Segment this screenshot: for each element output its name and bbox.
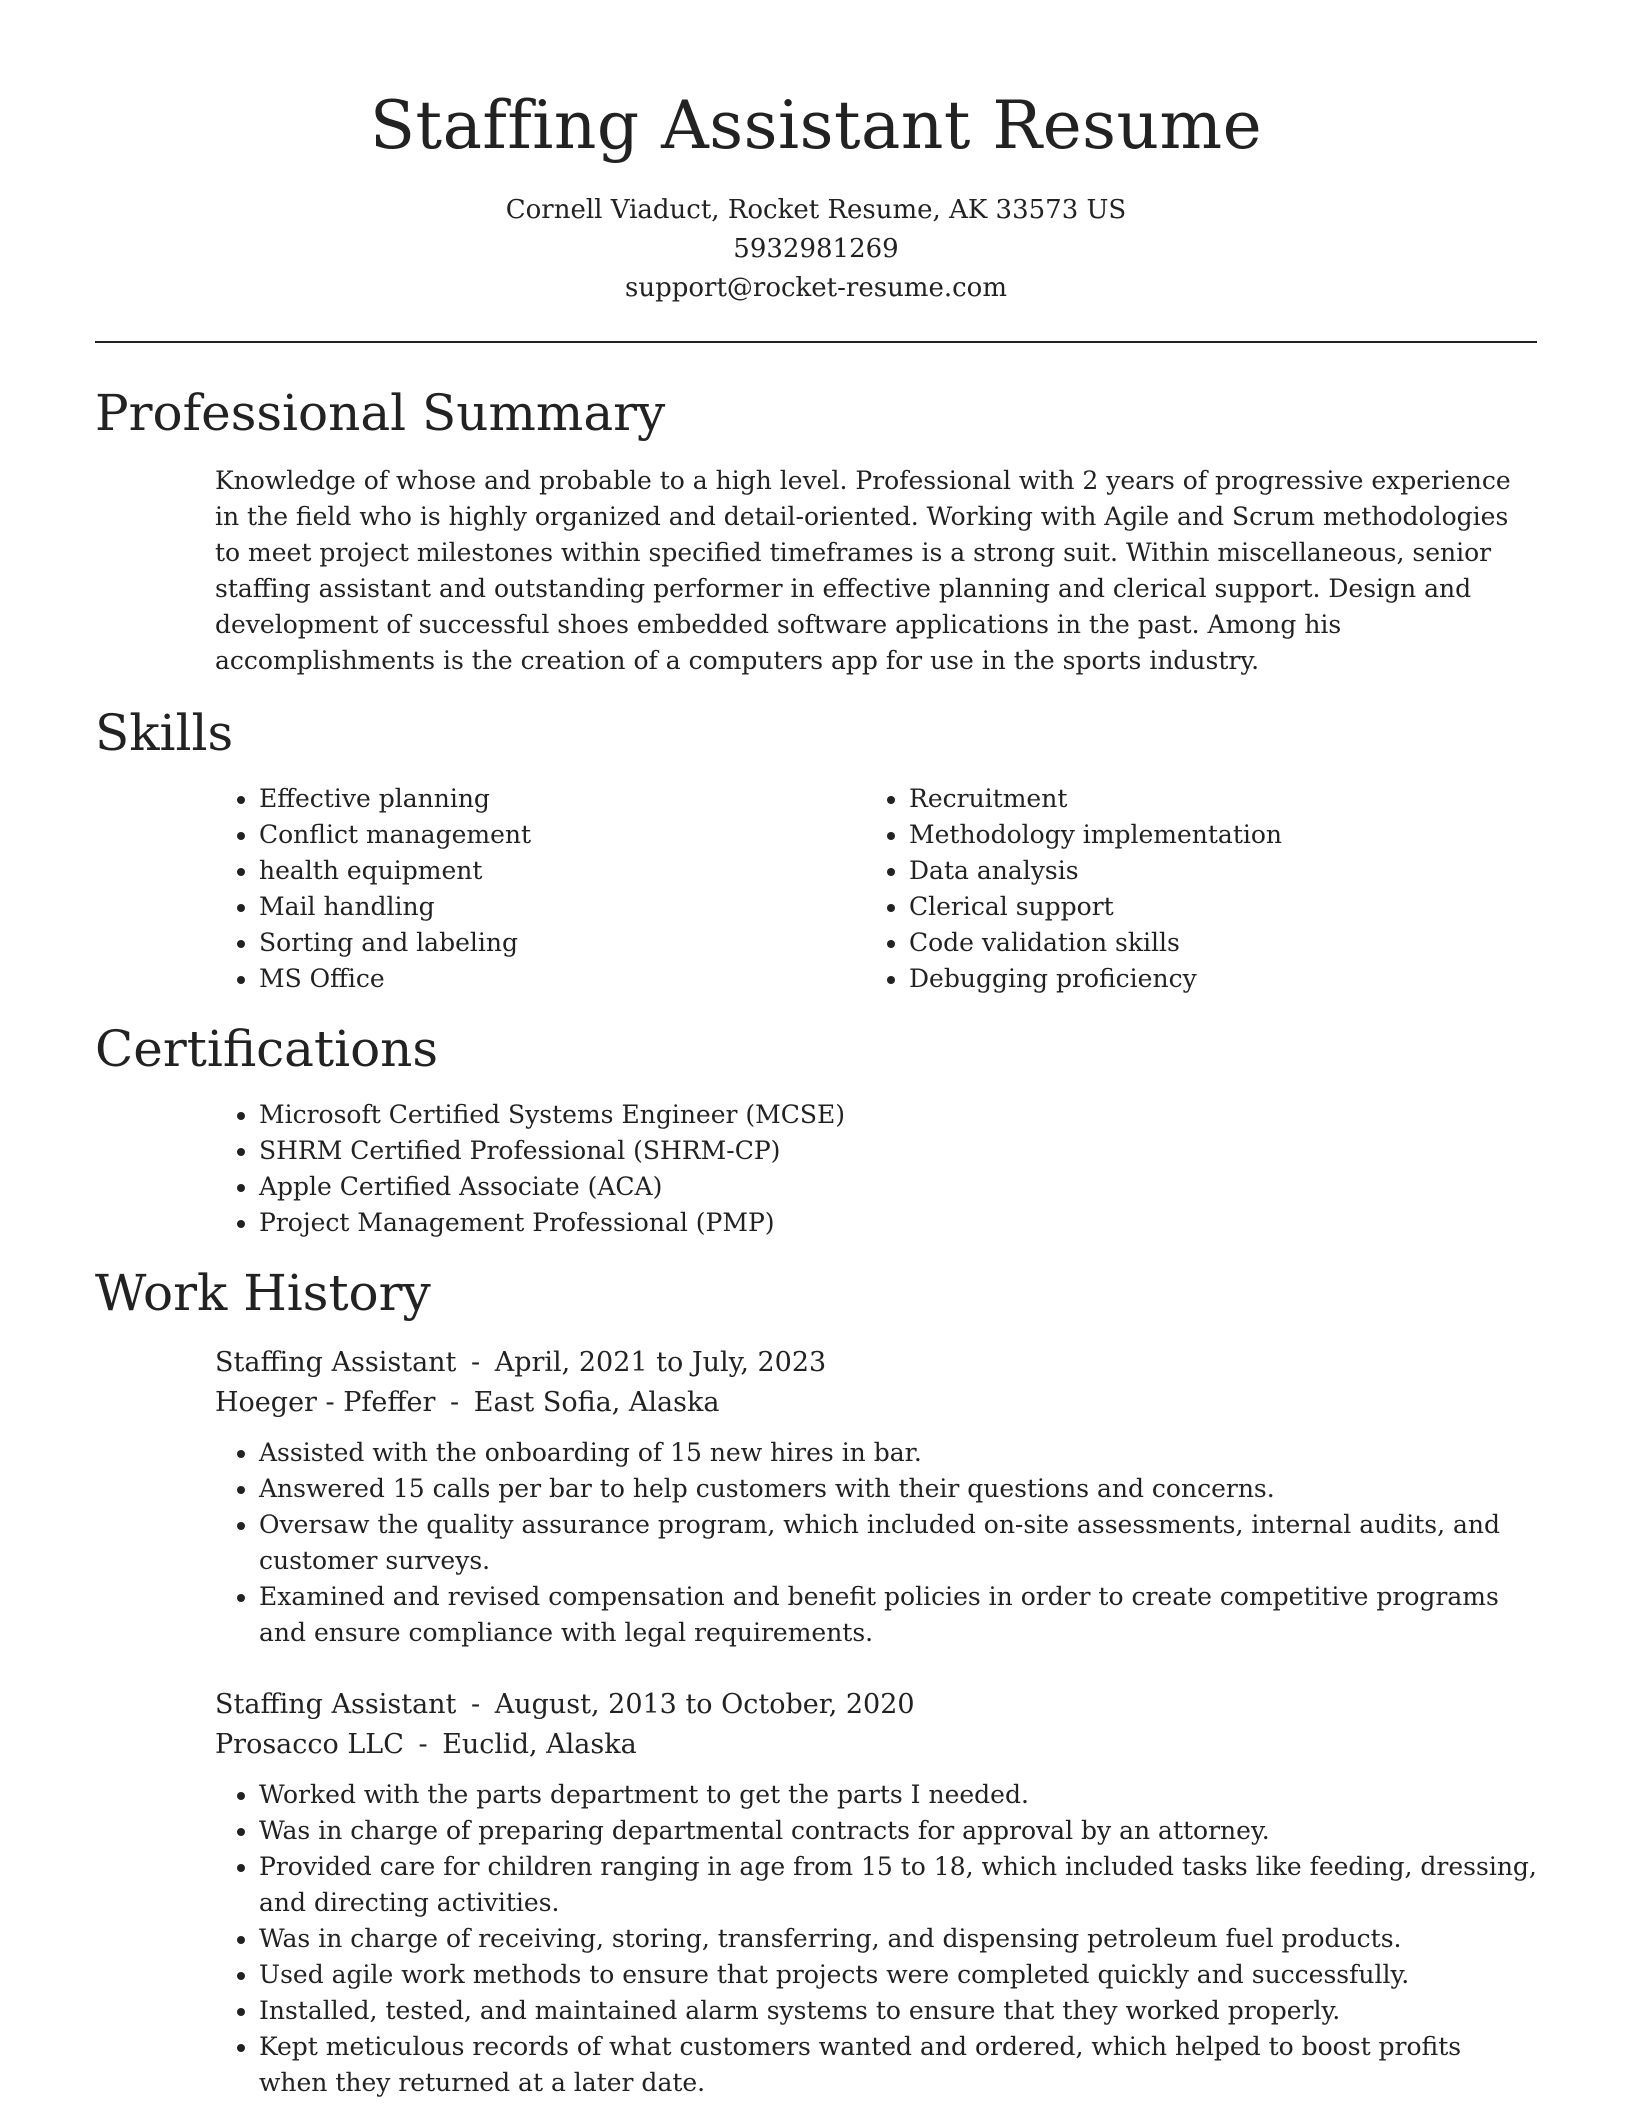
job-duty: • Used agile work methods to ensure that projects were completed quickly and successfully. xyxy=(259,1957,1537,1993)
skills-list-right xyxy=(865,781,1515,997)
skill-item: • health equipment xyxy=(259,853,865,889)
summary-heading: Professional Summary xyxy=(95,384,666,443)
skill-item: • Methodology implementation xyxy=(909,817,1515,853)
skill-item: • Clerical support xyxy=(909,889,1515,925)
job-duties-list xyxy=(215,1435,1537,1651)
skill-item: • Mail handling xyxy=(259,889,865,925)
job-duty: • Oversaw the quality assurance program, which included on-site assessments, internal audits, and customer surveys. xyxy=(259,1507,1537,1579)
job-duty: • Examined and revised compensation and benefit policies in order to create competitive programs and ensure compliance with legal requirements. xyxy=(259,1579,1537,1651)
certifications-list xyxy=(215,1097,1537,1241)
certification-item: • Microsoft Certified Systems Engineer (MCSE) xyxy=(259,1097,1537,1133)
job-duties xyxy=(215,1777,1537,2101)
certifications-block xyxy=(215,1097,1537,1241)
contact-address: Cornell Viaduct, Rocket Resume, AK 33573 US xyxy=(505,195,1127,226)
skill-item: • Effective planning xyxy=(259,781,865,817)
skill-item: • MS Office xyxy=(259,961,865,997)
job-duty: • Kept meticulous records of what customers wanted and ordered, which helped to boost profits when they returned at a later date. xyxy=(259,2029,1537,2101)
job-duty: • Answered 15 calls per bar to help customers with their questions and concerns. xyxy=(259,1471,1537,1507)
separator: - xyxy=(471,1347,481,1379)
skill-item: • Recruitment xyxy=(909,781,1515,817)
certification-item: • Project Management Professional (PMP) xyxy=(259,1205,1537,1241)
resume-title: Staffing Assistant Resume xyxy=(369,87,1263,164)
skills-heading: Skills xyxy=(95,704,234,763)
header-divider xyxy=(95,341,1537,343)
skills-grid xyxy=(215,781,1537,997)
contact-email: support@rocket-resume.com xyxy=(624,273,1007,304)
skill-item: • Conflict management xyxy=(259,817,865,853)
skill-item: • Code validation skills xyxy=(909,925,1515,961)
job-duty: • Was in charge of receiving, storing, transferring, and dispensing petroleum fuel products. xyxy=(259,1921,1537,1957)
skills-list-left xyxy=(215,781,865,997)
job-dates: August, 2013 to October, 2020 xyxy=(494,1689,915,1721)
resume-header xyxy=(95,0,1537,308)
separator: - xyxy=(450,1387,460,1419)
job-company-line xyxy=(215,1383,1537,1423)
job-entry xyxy=(215,1685,1537,2101)
job-duty: • Worked with the parts department to get the parts I needed. xyxy=(259,1777,1537,1813)
job-title-line xyxy=(215,1343,1537,1383)
certification-item: • SHRM Certified Professional (SHRM-CP) xyxy=(259,1133,1537,1169)
job-title-line xyxy=(215,1685,1537,1725)
work-history-heading: Work History xyxy=(95,1264,431,1323)
separator: - xyxy=(418,1729,428,1761)
job-company-line xyxy=(215,1725,1537,1765)
separator: - xyxy=(471,1689,481,1721)
skills-column-left xyxy=(215,781,865,997)
contact-phone: 5932981269 xyxy=(733,234,899,265)
skill-item: • Data analysis xyxy=(909,853,1515,889)
job-location: Euclid, Alaska xyxy=(442,1729,637,1761)
job-dates: April, 2021 to July, 2023 xyxy=(494,1347,827,1379)
job-company: Prosacco LLC xyxy=(215,1729,404,1761)
job-duty: • Provided care for children ranging in age from 15 to 18, which included tasks like feeding, dressing, and directing activities. xyxy=(259,1849,1537,1921)
skills-column-right xyxy=(865,781,1515,997)
job-company: Hoeger - Pfeffer xyxy=(215,1387,436,1419)
job-title: Staffing Assistant xyxy=(215,1347,457,1379)
skill-item: • Sorting and labeling xyxy=(259,925,865,961)
job-duty: • Was in charge of preparing departmental contracts for approval by an attorney. xyxy=(259,1813,1537,1849)
job-title: Staffing Assistant xyxy=(215,1689,457,1721)
job-entry xyxy=(215,1343,1537,1651)
summary-text: Knowledge of whose and probable to a high level. Professional with 2 years of progressive experience in the field who is highly organized and detail-oriented. Working with Agile and Scrum methodologies to meet project milestones within specified timeframes is a strong suit. Within miscellaneous, senior staffing assistant and outstanding performer in effective planning and clerical support. Design and development of successful shoes embedded software applications in the past. Among his accomplishments is the creation of a computers app for use in the sports industry. xyxy=(215,466,1511,676)
job-duty: • Assisted with the onboarding of 15 new hires in bar. xyxy=(259,1435,1537,1471)
job-duty: • Installed, tested, and maintained alarm systems to ensure that they worked properly. xyxy=(259,1993,1537,2029)
job-duties-list xyxy=(215,1777,1537,2101)
job-location: East Sofia, Alaska xyxy=(473,1387,720,1419)
certification-item: • Apple Certified Associate (ACA) xyxy=(259,1169,1537,1205)
job-duties xyxy=(215,1435,1537,1651)
skill-item: • Debugging proficiency xyxy=(909,961,1515,997)
certifications-heading: Certifications xyxy=(95,1020,439,1079)
